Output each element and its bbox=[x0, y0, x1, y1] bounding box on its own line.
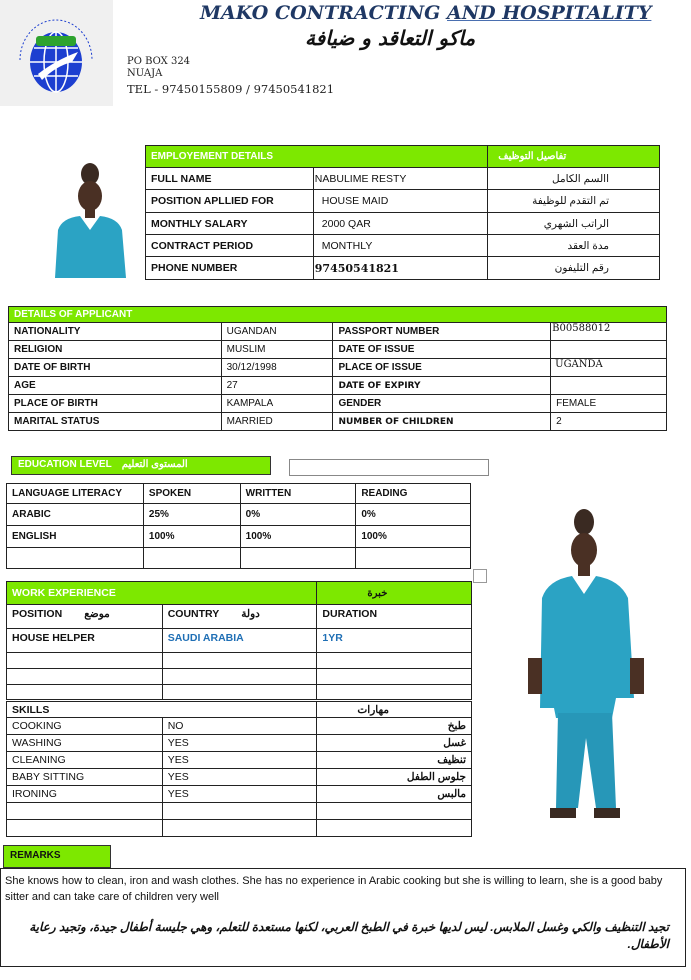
employment-title: EMPLOYEMENT DETAILS bbox=[146, 146, 488, 168]
table-row bbox=[7, 752, 472, 769]
column-header: LANGUAGE LITERACY bbox=[7, 484, 144, 504]
company-name-part2: AND HOSPITALITY bbox=[447, 2, 652, 24]
education-label-en: EDUCATION LEVEL bbox=[18, 459, 112, 470]
field-value: FEMALE bbox=[551, 395, 667, 413]
field-label: AGE bbox=[9, 377, 222, 395]
table-row bbox=[7, 718, 472, 735]
skill-value: YES bbox=[162, 786, 317, 803]
table-row bbox=[9, 377, 667, 395]
applicant-full-body-photo bbox=[520, 508, 652, 853]
col-position bbox=[7, 605, 163, 629]
field-label-ar: تم التقدم للوظيفة bbox=[488, 190, 660, 213]
field-label: MONTHLY SALARY bbox=[146, 213, 314, 235]
table-row bbox=[7, 629, 472, 653]
language-name: ARABIC bbox=[7, 504, 144, 526]
language-level: 100% bbox=[356, 526, 471, 548]
company-name bbox=[200, 2, 670, 24]
field-label: MARITAL STATUS bbox=[9, 413, 222, 431]
field-value: 30/12/1998 bbox=[221, 359, 333, 377]
field-label: PHONE NUMBER bbox=[146, 257, 314, 280]
table-row bbox=[9, 395, 667, 413]
table-row bbox=[146, 235, 660, 257]
field-value: MUSLIM bbox=[221, 341, 333, 359]
field-value: UGANDAN bbox=[221, 323, 333, 341]
skill-value: NO bbox=[162, 718, 317, 735]
applicant-details-table bbox=[8, 306, 667, 431]
company-logo bbox=[0, 0, 113, 106]
skill-name-ar: طبخ bbox=[317, 718, 472, 735]
table-row bbox=[7, 735, 472, 752]
education-label-ar: المستوى التعليم bbox=[121, 459, 188, 470]
education-level-label bbox=[11, 456, 271, 475]
field-label: POSITION APLLIED FOR bbox=[146, 190, 314, 213]
remarks-label: REMARKS bbox=[3, 845, 111, 868]
table-row bbox=[146, 190, 660, 213]
field-value: 27 bbox=[221, 377, 333, 395]
language-name: ENGLISH bbox=[7, 526, 144, 548]
company-name-arabic: ماكو التعاقد و ضيافة bbox=[304, 26, 476, 50]
field-label: PASSPORT NUMBER bbox=[333, 323, 551, 341]
work-title-ar: خبرة bbox=[317, 582, 472, 605]
work-position: HOUSE HELPER bbox=[7, 629, 163, 653]
field-label: NATIONALITY bbox=[9, 323, 222, 341]
skill-name: BABY SITTING bbox=[7, 769, 163, 786]
skill-name: WASHING bbox=[7, 735, 163, 752]
field-value: MARRIED bbox=[221, 413, 333, 431]
table-row bbox=[7, 504, 471, 526]
table-row bbox=[9, 341, 667, 359]
field-value: HOUSE MAID bbox=[313, 190, 487, 213]
company-name-part1: MAKO CONTRACTING bbox=[200, 2, 448, 24]
field-label: CONTRACT PERIOD bbox=[146, 235, 314, 257]
telephone: TEL - 97450155809 / 97450541821 bbox=[127, 82, 335, 96]
language-level: 100% bbox=[143, 526, 240, 548]
col-position-en: POSITION bbox=[12, 608, 63, 620]
city: NUAJA bbox=[127, 68, 163, 79]
column-header: WRITTEN bbox=[240, 484, 356, 504]
field-label-ar: االسم الكامل bbox=[488, 168, 660, 190]
field-label: GENDER bbox=[333, 395, 551, 413]
remarks-text-en: She knows how to clean, iron and wash clothes. She has no experience in Arabic cooking but she is willing to learn, she is a good baby sitter and can take care of children very well bbox=[5, 875, 663, 903]
work-experience-table bbox=[6, 581, 472, 837]
skill-name-ar: غسل bbox=[317, 735, 472, 752]
table-row bbox=[146, 257, 660, 280]
field-label: FULL NAME bbox=[146, 168, 314, 190]
table-row bbox=[146, 168, 660, 190]
applicant-portrait-photo bbox=[50, 160, 130, 278]
language-level: 25% bbox=[143, 504, 240, 526]
skill-name-ar: جلوس الطفل bbox=[317, 769, 472, 786]
language-table bbox=[6, 483, 471, 569]
table-row bbox=[7, 786, 472, 803]
col-country-en: COUNTRY bbox=[167, 608, 220, 620]
table-row bbox=[9, 413, 667, 431]
work-duration: 1YR bbox=[317, 629, 472, 653]
table-row bbox=[146, 213, 660, 235]
field-label: PLACE OF BIRTH bbox=[9, 395, 222, 413]
skill-name: COOKING bbox=[7, 718, 163, 735]
field-value bbox=[551, 377, 667, 395]
field-label: NUMBER OF CHILDREN bbox=[333, 413, 551, 431]
column-header: SPOKEN bbox=[143, 484, 240, 504]
field-value: KAMPALA bbox=[221, 395, 333, 413]
skill-name: IRONING bbox=[7, 786, 163, 803]
employment-details-table bbox=[145, 145, 660, 280]
language-level: 0% bbox=[240, 504, 356, 526]
field-label-ar: مدة العقد bbox=[488, 235, 660, 257]
field-value: MONTHLY bbox=[313, 235, 487, 257]
skill-value: YES bbox=[162, 752, 317, 769]
field-label-ar: رقم التليفون bbox=[488, 257, 660, 280]
field-label-ar: الراتب الشهري bbox=[488, 213, 660, 235]
skill-value: YES bbox=[162, 735, 317, 752]
table-row bbox=[7, 526, 471, 548]
skill-name-ar: تنظيف bbox=[317, 752, 472, 769]
field-value: 2000 QAR bbox=[313, 213, 487, 235]
applicant-title: DETAILS OF APPLICANT bbox=[9, 307, 667, 323]
table-row bbox=[9, 323, 667, 341]
logo-panel bbox=[0, 0, 113, 106]
education-level-value bbox=[289, 459, 489, 476]
field-label: DATE OF EXPIRY bbox=[333, 377, 551, 395]
work-country: SAUDI ARABIA bbox=[162, 629, 317, 653]
field-label: DATE OF BIRTH bbox=[9, 359, 222, 377]
field-label: RELIGION bbox=[9, 341, 222, 359]
po-box: PO BOX 324 bbox=[127, 56, 191, 67]
field-value: 2 bbox=[551, 413, 667, 431]
skill-name-ar: مالبس bbox=[317, 786, 472, 803]
remarks-text-ar: تجيد التنظيف والكي وغسل الملابس. ليس لديها خبرة في الطبخ العربي، لكنها مستعدة للتعلم، وهي جليسة أطفال جيدة، وتجيد رعاية الأطفال. bbox=[29, 920, 669, 951]
col-position-ar: موضع bbox=[84, 608, 110, 620]
field-value: 97450541821 bbox=[313, 257, 487, 280]
field-value: NABULIME RESTY bbox=[313, 168, 487, 190]
col-country bbox=[162, 605, 317, 629]
small-empty-box bbox=[473, 569, 487, 583]
skill-name: CLEANING bbox=[7, 752, 163, 769]
table-row bbox=[9, 359, 667, 377]
skills-title: SKILLS bbox=[7, 701, 317, 718]
language-level: 100% bbox=[240, 526, 356, 548]
field-value bbox=[551, 341, 667, 359]
column-header: READING bbox=[356, 484, 471, 504]
skills-title-ar: مهارات bbox=[317, 701, 472, 718]
field-value: B00588012 bbox=[551, 323, 667, 341]
remarks-box bbox=[0, 868, 686, 967]
field-label: DATE OF ISSUE bbox=[333, 341, 551, 359]
skill-value: YES bbox=[162, 769, 317, 786]
col-country-ar: دولة bbox=[241, 608, 260, 620]
field-label: PLACE OF ISSUE bbox=[333, 359, 551, 377]
language-level: 0% bbox=[356, 504, 471, 526]
col-duration: DURATION bbox=[317, 605, 472, 629]
employment-title-ar: تفاصيل التوظيف bbox=[488, 146, 660, 168]
field-value: UGANDA bbox=[551, 359, 667, 377]
work-title: WORK EXPERIENCE bbox=[7, 582, 317, 605]
table-row bbox=[7, 769, 472, 786]
